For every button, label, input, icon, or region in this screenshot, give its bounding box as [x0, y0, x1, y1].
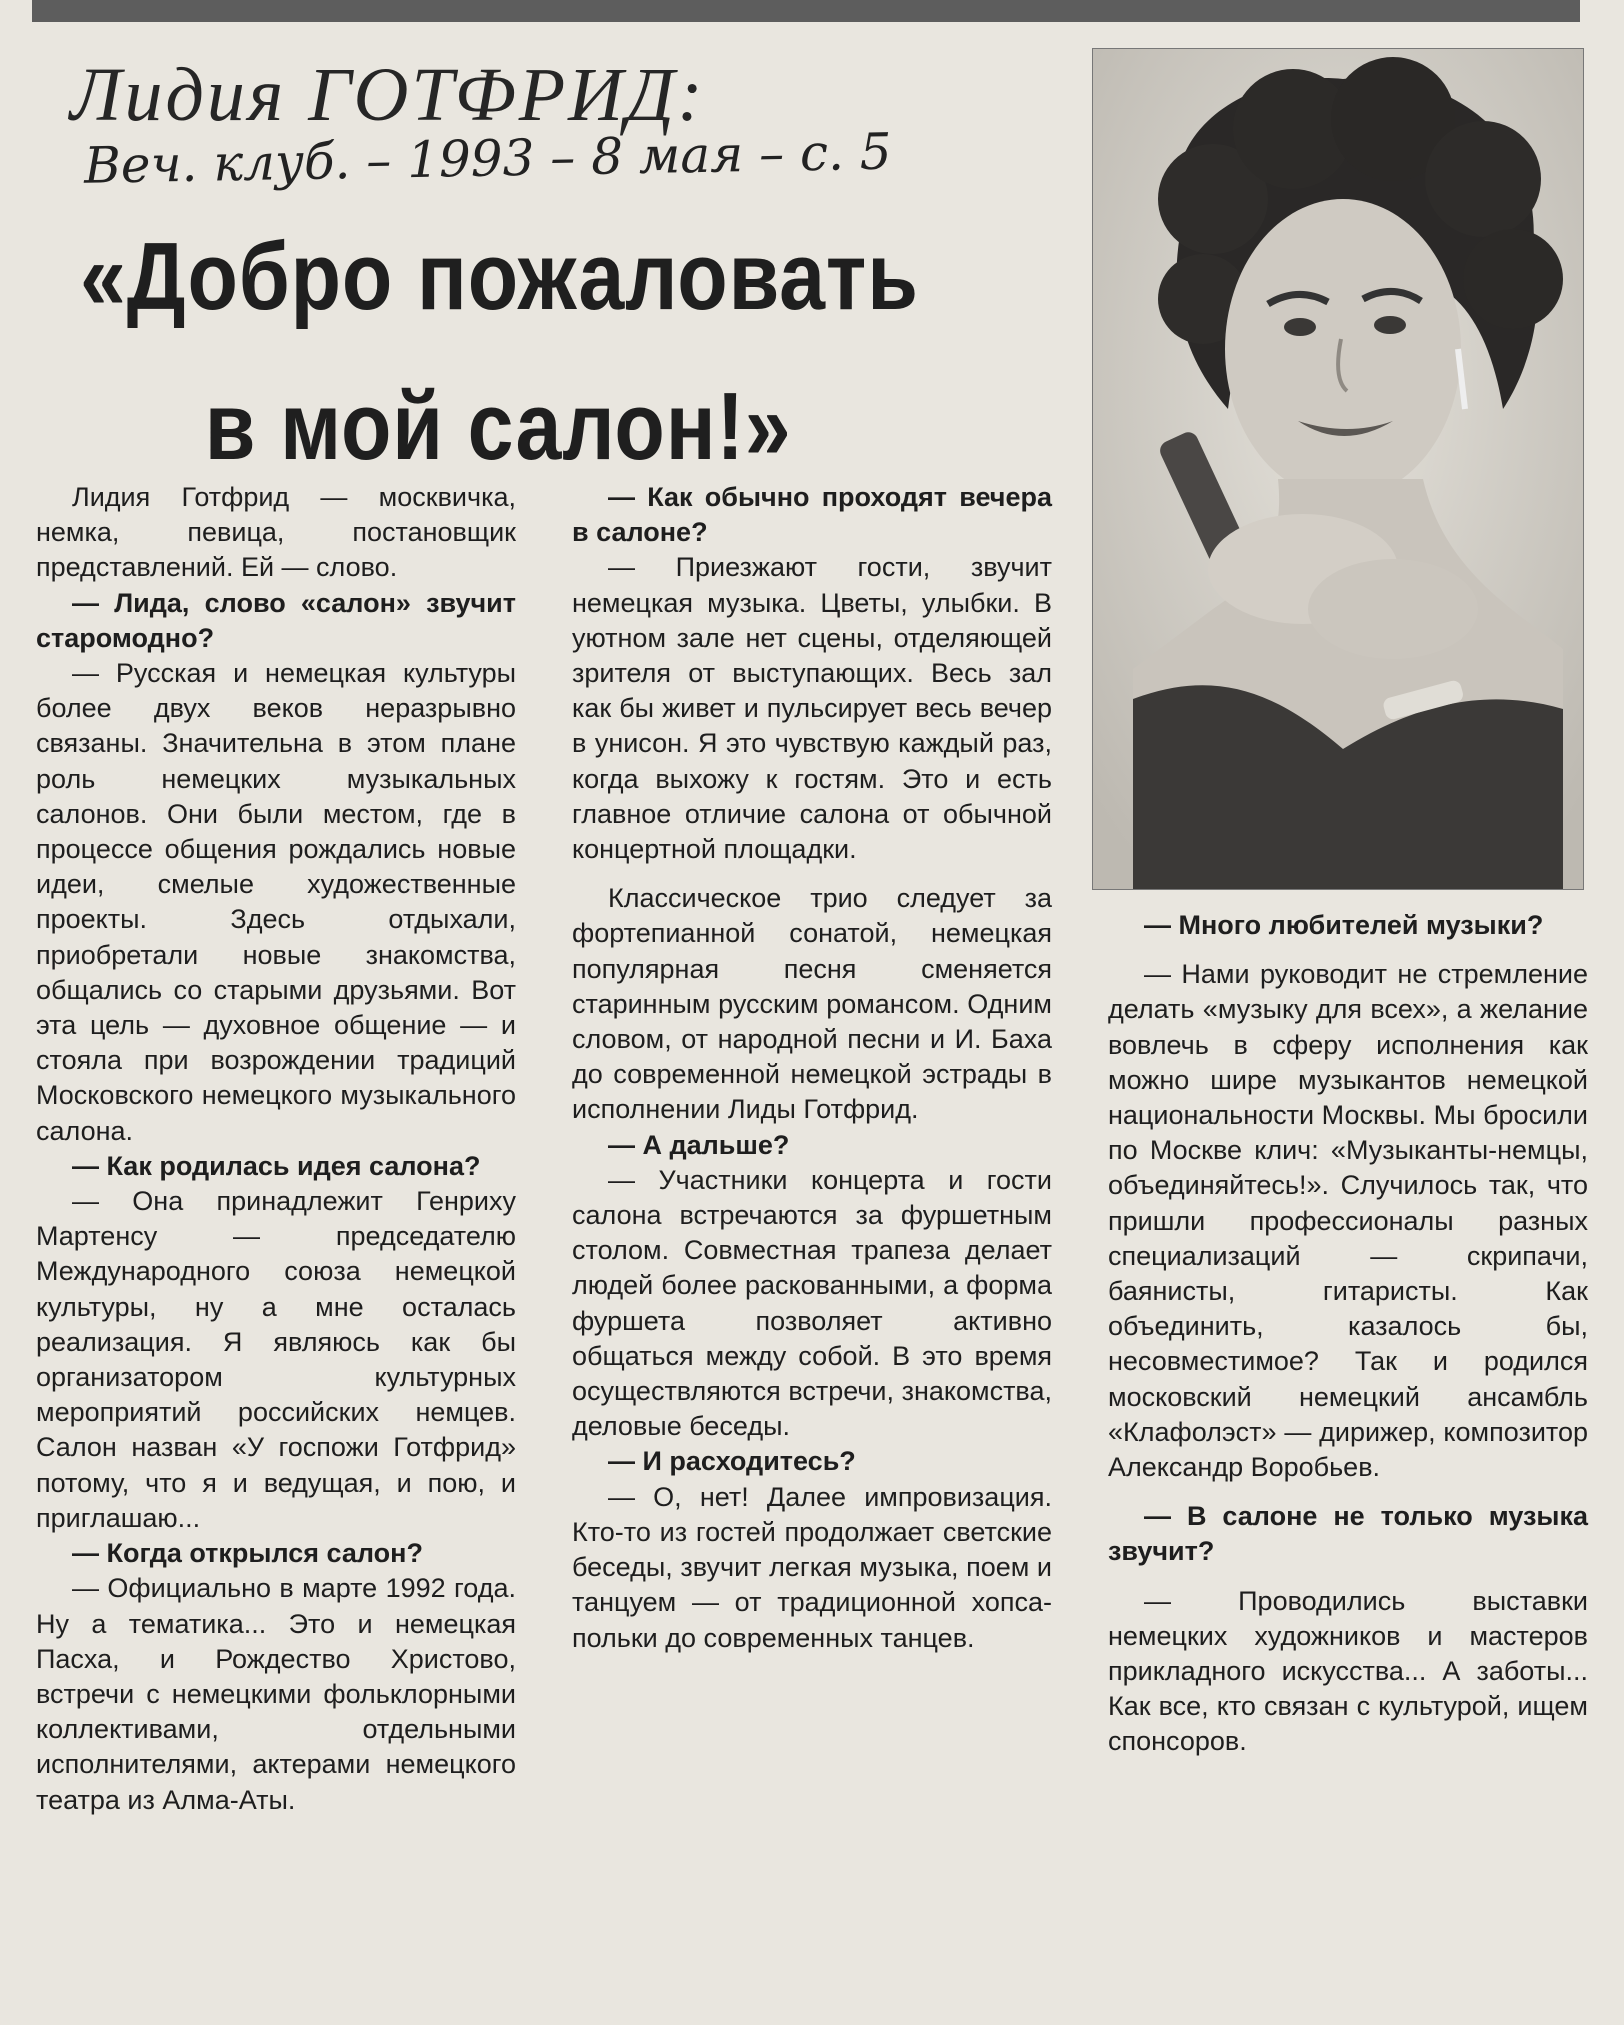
portrait-illustration: [1093, 49, 1583, 889]
paragraph: Лидия Готфрид — москвичка, немка, певица, постановщик представлений. Ей — слово.: [36, 482, 516, 583]
answer: — Участники концерта и гости салона встречаются за фуршетным столом. Совместная трапеза делает людей более раскованными, а форма фуршета позволяет активно общаться между собой. В это время осуществляются встречи, знакомства, деловые беседы.: [572, 1164, 1052, 1442]
question: — Когда открылся салон?: [72, 1538, 423, 1569]
question: — А дальше?: [608, 1129, 790, 1160]
headline-line-1: «Добро пожаловать: [80, 223, 919, 330]
answer: — Нами руководит не стремление делать «музыку для всех», а желание вовлечь в сферу исполнения как можно шире музыкантов немецкой национальности Москвы. Мы бросили по Москве клич: «Музыканты-немцы, объединяйтесь!». Случилось так, что пришли профессионалы разных специализаций — скрипачи, баянисты, гитаристы. Как объединить, казалось бы, несовместимое? Так и родился московский немецкий ансамбль «Клафолэст» — дирижер, композитор Александр Воробьев.: [1108, 959, 1588, 1483]
question: — Лида, слово «салон» звучит старомодно?: [36, 587, 516, 653]
question: — Как родилась идея салона?: [72, 1150, 481, 1181]
article-column-3: [1108, 908, 1588, 1760]
answer: — Проводились выставки немецких художников и мастеров прикладного искусства... А заботы... Как все, кто связан с культурой, ищем спонсоров.: [1108, 1585, 1588, 1757]
question: — В салоне не только музыка звучит?: [1108, 1501, 1588, 1567]
top-rule: [32, 0, 1580, 22]
handwritten-source-note: Веч. клуб. – 1993 – 8 мая – с. 5: [83, 122, 893, 195]
article-column-1: [36, 480, 516, 1818]
answer: — О, нет! Далее импровизация. Кто-то из гостей продолжает светские беседы, звучит легкая музыка, поем и танцуем — от традиционной хопса-польки до современных танцев.: [572, 1481, 1052, 1653]
answer: — Русская и немецкая культуры более двух веков неразрывно связаны. Значительна в этом плане роль немецких музыкальных салонов. Они были местом, где в процессе общения рождались новые идеи, смелые художественные проекты. Здесь отдыхали, приобретали новые знакомства, общались со старыми друзьями. Вот эта цель — духовное общение — и стояла при возрождении традиций Московского немецкого музыкального салона.: [36, 658, 516, 1146]
answer: — Приезжают гости, звучит немецкая музыка. Цветы, улыбки. В уютном зале нет сцены, отделяющей зрителя от выступающих. Весь зал как бы живет и пульсирует весь вечер в унисон. Я это чувствую каждый раз, когда выхожу к гостям. Это и есть главное отличие салона от обычной концертной площадки.: [572, 552, 1052, 865]
portrait-photo: [1092, 48, 1584, 890]
question: — И расходитесь?: [608, 1446, 856, 1477]
question: — Как обычно проходят вечера в салоне?: [572, 482, 1052, 548]
headline: [80, 202, 940, 502]
article-column-2: [572, 480, 1052, 1656]
question: — Много любителей музыки?: [1144, 910, 1544, 940]
paragraph: Классическое трио следует за фортепианной сонатой, немецкая популярная песня сменяется старинным русским романсом. Одним словом, от народной песни и И. Баха до современной немецкой эстрады в исполнении Лиды Готфрид.: [572, 883, 1052, 1125]
answer: — Она принадлежит Генриху Мартенсу — председателю Международного союза немецкой культуры, ну а мне осталась реализация. Я являюсь как бы организатором культурных мероприятий российских немцев. Салон назван «У госпожи Готфрид» потому, что я и ведущая, и пою, и приглашаю...: [36, 1186, 516, 1533]
headline-line-2: в мой салон!»: [204, 373, 792, 480]
answer: — Официально в марте 1992 года. Ну а тематика... Это и немецкая Пасха, и Рождество Христово, встречи с немецкими фольклорными коллективами, отдельными исполнителями, актерами немецкого театра из Алма-Аты.: [36, 1573, 516, 1815]
interviewee-name: Лидия ГОТФРИД:: [70, 53, 706, 137]
